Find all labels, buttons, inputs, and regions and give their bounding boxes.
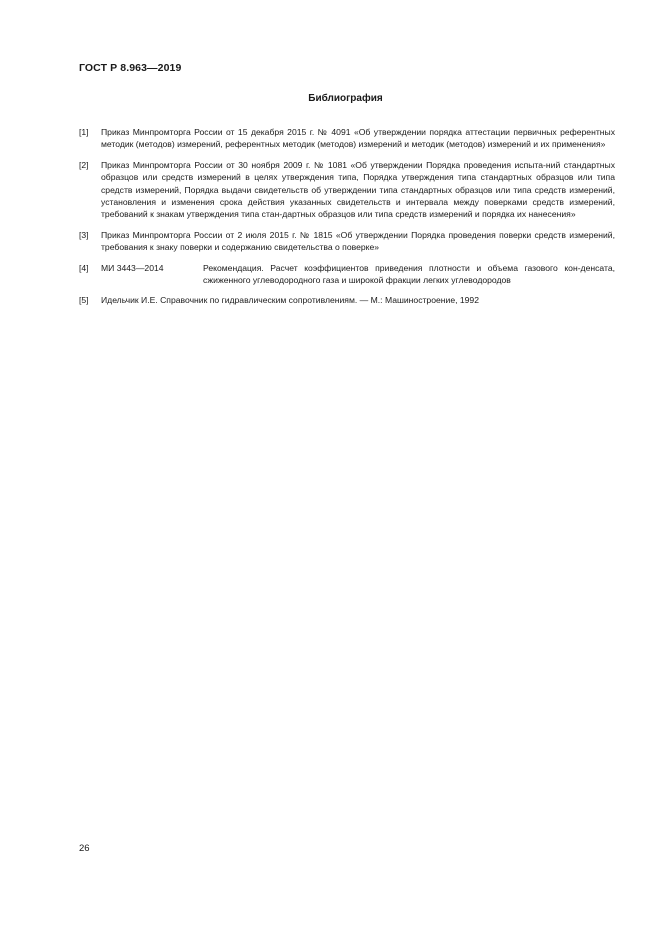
bibliography-list xyxy=(79,126,615,315)
document-code: ГОСТ Р 8.963—2019 xyxy=(79,62,182,74)
bibliography-entry xyxy=(79,159,615,221)
bibliography-entry xyxy=(79,126,615,151)
entry-text: Приказ Минпромторга России от 15 декабря 2015 г. № 4091 «Об утверждении порядка аттестации первичных референтных методик (методов) измерений, референтных методик (методов) измерений и методик (методов) измерений и их применения» xyxy=(101,127,615,150)
bibliography-entry xyxy=(79,229,615,254)
entry-number: [2] xyxy=(79,159,89,170)
entry-number: [4] xyxy=(79,262,89,273)
bibliography-entry xyxy=(79,262,615,287)
entry-number: [3] xyxy=(79,229,89,240)
section-title: Библиография xyxy=(308,93,383,104)
entry-body xyxy=(101,262,615,287)
entry-text: Идельчик И.Е. Справочник по гидравлическим сопротивлениям. — М.: Машиностроение, 1992 xyxy=(101,295,479,306)
page-number: 26 xyxy=(79,843,90,854)
entry-text: Рекомендация. Расчет коэффициентов приведения плотности и объема газового кон-денсата, сжиженного углеводородного газа и широкой фракции легких углеводородов xyxy=(203,262,615,286)
entry-text: Приказ Минпромторга России от 2 июля 2015 г. № 1815 «Об утверждении Порядка проведения поверки средств измерений, требования к знаку поверки и содержанию свидетельства о поверке» xyxy=(101,229,615,253)
entry-text: Приказ Минпромторга России от 30 ноября 2009 г. № 1081 «Об утверждении Порядка проведения испыта-ний стандартных образцов или средств измерений в целях утверждения типа, Порядка утверждения типа стандартных образцов или типа средств измерений, Порядка выдачи свидетельств об утверждении типа стандартных образцов или типа средств измерений, установления и изменения срока действия указанных свидетельств и интервала между поверками средств измерений, требований к знакам утверждения типа стан-дартных образцов или типа средств измерений и порядка их нанесения» xyxy=(101,159,615,220)
entry-number: [1] xyxy=(79,127,89,137)
entry-number: [5] xyxy=(79,295,89,306)
bibliography-entry xyxy=(79,294,615,306)
entry-code: МИ 3443—2014 xyxy=(101,262,164,273)
